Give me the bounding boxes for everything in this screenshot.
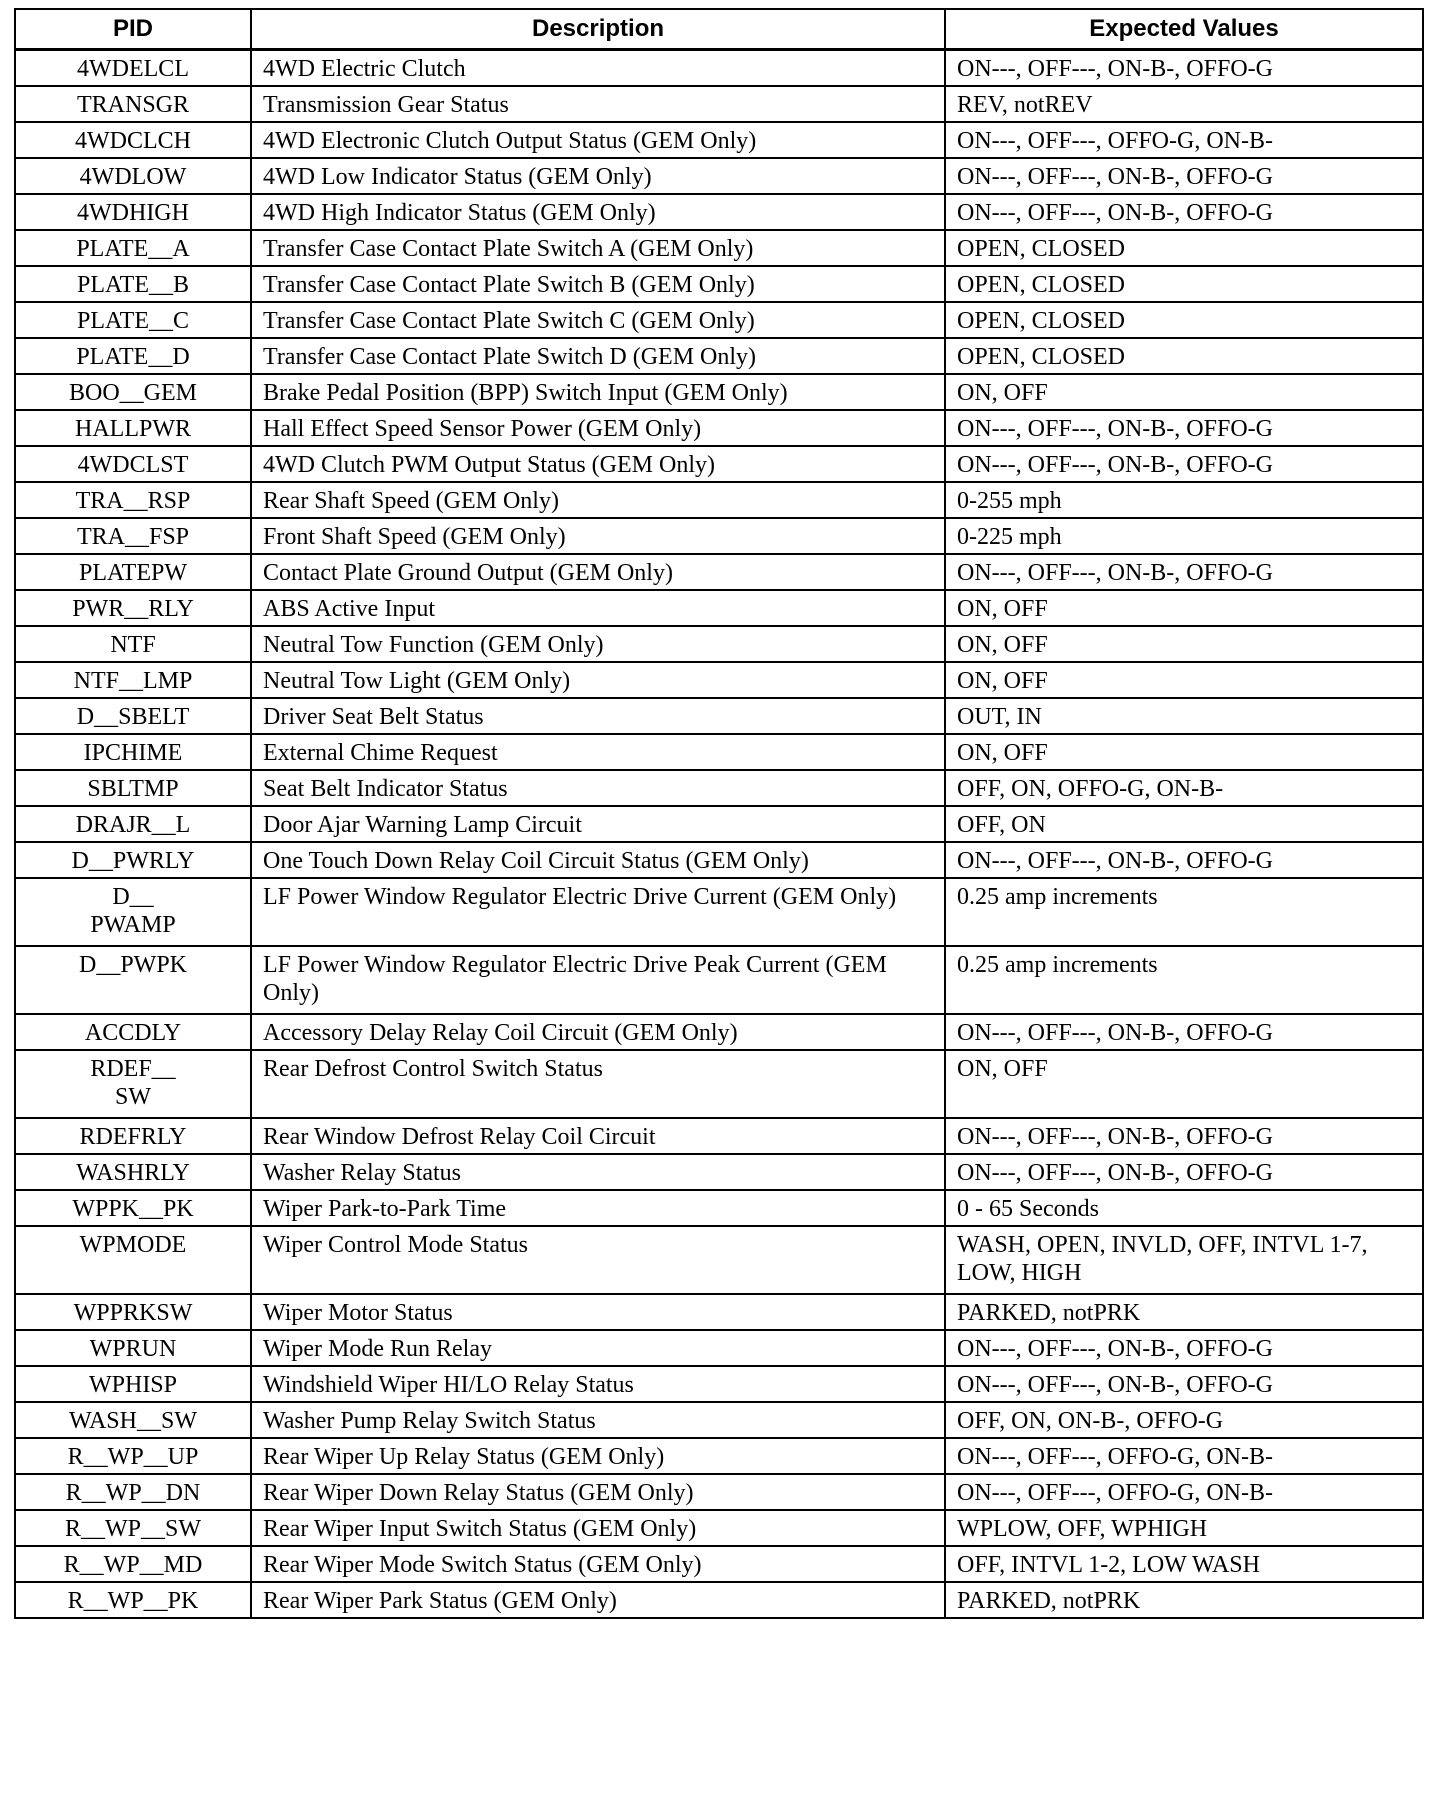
table-row [15,338,1423,374]
pid-cell [15,878,251,946]
pid-cell: 4WDLOW [15,158,251,194]
expected-values-cell: OPEN, CLOSED [945,230,1423,266]
expected-values-cell: OFF, ON, ON-B-, OFFO-G [945,1402,1423,1438]
expected-values-cell: OFF, INTVL 1-2, LOW WASH [945,1546,1423,1582]
table-row [15,158,1423,194]
table-row [15,1226,1423,1294]
expected-values-cell: OPEN, CLOSED [945,266,1423,302]
expected-values-cell: ON---, OFF---, ON-B-, OFFO-G [945,410,1423,446]
pid-cell: TRA__RSP [15,482,251,518]
description-cell: Rear Shaft Speed (GEM Only) [251,482,945,518]
expected-values-cell: ON---, OFF---, ON-B-, OFFO-G [945,50,1423,87]
description-cell: Washer Pump Relay Switch Status [251,1402,945,1438]
table-row [15,86,1423,122]
expected-values-cell: ON---, OFF---, ON-B-, OFFO-G [945,158,1423,194]
pid-cell: 4WDHIGH [15,194,251,230]
pid-cell: WASH__SW [15,1402,251,1438]
pid-cell: R__WP__MD [15,1546,251,1582]
expected-values-cell: ON, OFF [945,626,1423,662]
expected-values-cell: ON, OFF [945,734,1423,770]
description-cell: Door Ajar Warning Lamp Circuit [251,806,945,842]
pid-cell: WPRUN [15,1330,251,1366]
pid-table [14,8,1424,1619]
pid-cell: TRANSGR [15,86,251,122]
table-row [15,1294,1423,1330]
description-cell: One Touch Down Relay Coil Circuit Status (GEM Only) [251,842,945,878]
pid-cell: WASHRLY [15,1154,251,1190]
table-row [15,374,1423,410]
expected-values-cell: ON---, OFF---, ON-B-, OFFO-G [945,194,1423,230]
table-row [15,1050,1423,1118]
description-cell: Transfer Case Contact Plate Switch B (GEM Only) [251,266,945,302]
table-row [15,194,1423,230]
expected-values-cell: 0-255 mph [945,482,1423,518]
expected-values-cell: 0.25 amp increments [945,946,1423,1014]
pid-line-1: RDEF__ [90,1056,176,1082]
description-cell: 4WD Electronic Clutch Output Status (GEM Only) [251,122,945,158]
description-cell: Rear Wiper Park Status (GEM Only) [251,1582,945,1618]
expected-values-cell: WPLOW, OFF, WPHIGH [945,1510,1423,1546]
pid-cell: PLATE__A [15,230,251,266]
table-row [15,266,1423,302]
pid-cell: WPMODE [15,1226,251,1294]
description-cell: LF Power Window Regulator Electric Drive Peak Current (GEM Only) [251,946,945,1014]
table-row [15,1438,1423,1474]
description-cell: Transfer Case Contact Plate Switch D (GEM Only) [251,338,945,374]
description-cell: Rear Window Defrost Relay Coil Circuit [251,1118,945,1154]
table-row [15,1510,1423,1546]
description-cell: External Chime Request [251,734,945,770]
expected-values-cell: ON---, OFF---, ON-B-, OFFO-G [945,1330,1423,1366]
table-row [15,230,1423,266]
table-row [15,1190,1423,1226]
expected-values-cell: ON---, OFF---, OFFO-G, ON-B- [945,122,1423,158]
table-row [15,1154,1423,1190]
description-cell: Neutral Tow Function (GEM Only) [251,626,945,662]
description-cell: Transmission Gear Status [251,86,945,122]
header-description: Description [251,9,945,50]
pid-line-2: SW [115,1084,151,1110]
expected-values-cell: OPEN, CLOSED [945,302,1423,338]
pid-cell: WPHISP [15,1366,251,1402]
pid-cell: R__WP__DN [15,1474,251,1510]
table-row [15,1582,1423,1618]
table-row [15,806,1423,842]
table-row [15,518,1423,554]
description-cell: Wiper Control Mode Status [251,1226,945,1294]
pid-cell: R__WP__UP [15,1438,251,1474]
description-cell: ABS Active Input [251,590,945,626]
expected-values-cell: 0.25 amp increments [945,878,1423,946]
description-cell: Rear Wiper Up Relay Status (GEM Only) [251,1438,945,1474]
table-row [15,302,1423,338]
table-row [15,122,1423,158]
description-cell: LF Power Window Regulator Electric Drive Current (GEM Only) [251,878,945,946]
description-cell: Wiper Motor Status [251,1294,945,1330]
pid-cell: D__PWPK [15,946,251,1014]
pid-cell [15,1050,251,1118]
expected-values-cell: ON, OFF [945,662,1423,698]
description-cell: Rear Wiper Input Switch Status (GEM Only) [251,1510,945,1546]
expected-values-cell: ON, OFF [945,590,1423,626]
expected-values-cell: WASH, OPEN, INVLD, OFF, INTVL 1-7, LOW, HIGH [945,1226,1423,1294]
pid-cell: TRA__FSP [15,518,251,554]
description-cell: Rear Defrost Control Switch Status [251,1050,945,1118]
table-row [15,878,1423,946]
pid-line-1: D__ [112,884,154,910]
expected-values-cell: ON---, OFF---, ON-B-, OFFO-G [945,1118,1423,1154]
pid-cell: ACCDLY [15,1014,251,1050]
table-row [15,410,1423,446]
description-cell: Wiper Mode Run Relay [251,1330,945,1366]
pid-cell: 4WDCLST [15,446,251,482]
pid-cell: SBLTMP [15,770,251,806]
pid-cell: NTF [15,626,251,662]
pid-cell: PLATE__C [15,302,251,338]
table-row [15,842,1423,878]
pid-cell: D__PWRLY [15,842,251,878]
header-row [15,9,1423,50]
pid-cell: PLATE__D [15,338,251,374]
expected-values-cell: ON---, OFF---, ON-B-, OFFO-G [945,554,1423,590]
pid-cell: WPPRKSW [15,1294,251,1330]
table-row [15,626,1423,662]
pid-cell: R__WP__SW [15,1510,251,1546]
description-cell: Brake Pedal Position (BPP) Switch Input (GEM Only) [251,374,945,410]
description-cell: Rear Wiper Down Relay Status (GEM Only) [251,1474,945,1510]
expected-values-cell: OUT, IN [945,698,1423,734]
expected-values-cell: ON, OFF [945,1050,1423,1118]
description-cell: Rear Wiper Mode Switch Status (GEM Only) [251,1546,945,1582]
table-row [15,734,1423,770]
expected-values-cell: PARKED, notPRK [945,1582,1423,1618]
table-row [15,1330,1423,1366]
description-cell: Accessory Delay Relay Coil Circuit (GEM Only) [251,1014,945,1050]
pid-cell: 4WDCLCH [15,122,251,158]
table-row [15,50,1423,87]
description-cell: Hall Effect Speed Sensor Power (GEM Only) [251,410,945,446]
description-cell: Wiper Park-to-Park Time [251,1190,945,1226]
pid-line-2: PWAMP [90,912,176,938]
expected-values-cell: ON---, OFF---, OFFO-G, ON-B- [945,1438,1423,1474]
description-cell: 4WD Low Indicator Status (GEM Only) [251,158,945,194]
description-cell: Transfer Case Contact Plate Switch A (GEM Only) [251,230,945,266]
pid-cell: PLATEPW [15,554,251,590]
pid-cell: IPCHIME [15,734,251,770]
table-row [15,946,1423,1014]
pid-cell: BOO__GEM [15,374,251,410]
table-row [15,662,1423,698]
expected-values-cell: ON---, OFF---, ON-B-, OFFO-G [945,1014,1423,1050]
table-row [15,482,1423,518]
header-expected-values: Expected Values [945,9,1423,50]
pid-cell: HALLPWR [15,410,251,446]
pid-cell: PWR__RLY [15,590,251,626]
description-cell: Washer Relay Status [251,1154,945,1190]
description-cell: Driver Seat Belt Status [251,698,945,734]
table-row [15,1366,1423,1402]
pid-cell: PLATE__B [15,266,251,302]
expected-values-cell: REV, notREV [945,86,1423,122]
description-cell: Transfer Case Contact Plate Switch C (GEM Only) [251,302,945,338]
description-cell: 4WD Clutch PWM Output Status (GEM Only) [251,446,945,482]
table-row [15,554,1423,590]
expected-values-cell: PARKED, notPRK [945,1294,1423,1330]
pid-cell: RDEFRLY [15,1118,251,1154]
description-cell: Front Shaft Speed (GEM Only) [251,518,945,554]
pid-cell: 4WDELCL [15,50,251,87]
description-cell: Neutral Tow Light (GEM Only) [251,662,945,698]
table-row [15,446,1423,482]
expected-values-cell: ON---, OFF---, ON-B-, OFFO-G [945,1366,1423,1402]
expected-values-cell: OPEN, CLOSED [945,338,1423,374]
expected-values-cell: ON---, OFF---, OFFO-G, ON-B- [945,1474,1423,1510]
pid-cell: DRAJR__L [15,806,251,842]
pid-cell: R__WP__PK [15,1582,251,1618]
pid-cell: WPPK__PK [15,1190,251,1226]
expected-values-cell: ON---, OFF---, ON-B-, OFFO-G [945,1154,1423,1190]
expected-values-cell: OFF, ON [945,806,1423,842]
table-row [15,590,1423,626]
expected-values-cell: 0 - 65 Seconds [945,1190,1423,1226]
pid-cell: NTF__LMP [15,662,251,698]
description-cell: Contact Plate Ground Output (GEM Only) [251,554,945,590]
table-body [15,50,1423,1619]
expected-values-cell: OFF, ON, OFFO-G, ON-B- [945,770,1423,806]
header-pid: PID [15,9,251,50]
table-row [15,1014,1423,1050]
table-row [15,1402,1423,1438]
table-row [15,1118,1423,1154]
expected-values-cell: ON---, OFF---, ON-B-, OFFO-G [945,446,1423,482]
table-row [15,698,1423,734]
table-row [15,770,1423,806]
pid-cell: D__SBELT [15,698,251,734]
description-cell: 4WD Electric Clutch [251,50,945,87]
description-cell: Seat Belt Indicator Status [251,770,945,806]
description-cell: 4WD High Indicator Status (GEM Only) [251,194,945,230]
table-row [15,1474,1423,1510]
expected-values-cell: 0-225 mph [945,518,1423,554]
description-cell: Windshield Wiper HI/LO Relay Status [251,1366,945,1402]
expected-values-cell: ON, OFF [945,374,1423,410]
expected-values-cell: ON---, OFF---, ON-B-, OFFO-G [945,842,1423,878]
table-row [15,1546,1423,1582]
